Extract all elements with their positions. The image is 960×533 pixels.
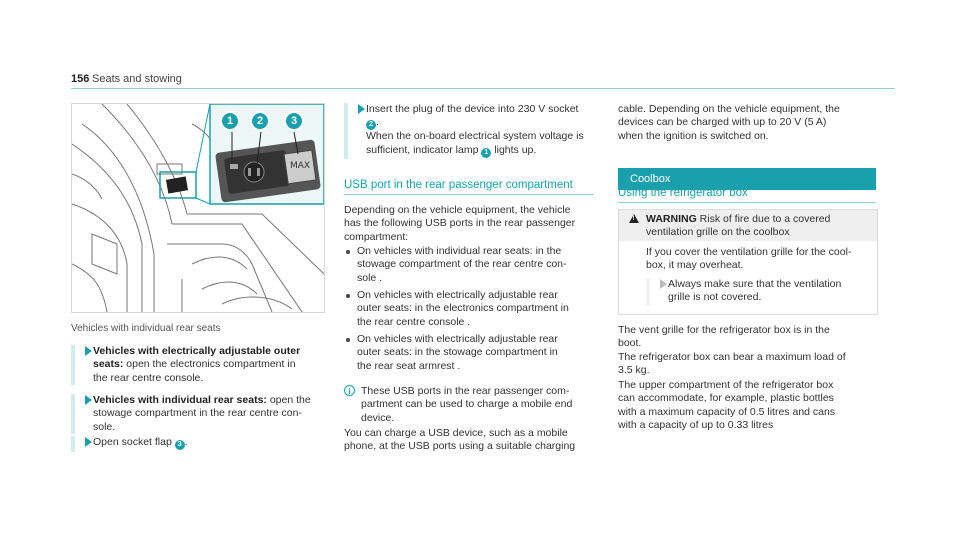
fridge-para-1 <box>618 324 880 351</box>
step-line: the rear centre console. <box>93 371 204 384</box>
text-line: On vehicles with individual rear seats: in the <box>357 245 562 257</box>
step-text: . <box>376 116 379 129</box>
callout-1: 1 <box>220 111 240 131</box>
step-insert-plug <box>344 103 616 159</box>
svg-text:MAX: MAX <box>290 161 311 171</box>
figure-rear-console <box>71 103 325 313</box>
step-line <box>93 358 325 371</box>
text-line: If you cover the ventilation grille for the cool- <box>646 246 852 258</box>
text-line: These USB ports in the rear passenger com- <box>361 385 570 397</box>
fridge-rule <box>618 202 876 203</box>
step-text: Open socket flap <box>93 436 175 448</box>
text-line: with a capacity of up to 0.33 litres <box>618 418 774 431</box>
bullet-icon <box>346 250 350 254</box>
step-arrow-icon <box>85 346 92 356</box>
text-line: the rear centre console . <box>357 315 471 328</box>
warning-body <box>646 246 871 273</box>
step-text: . <box>184 436 188 448</box>
text-line: 3.5 kg. <box>618 364 650 377</box>
step-arrow-icon <box>358 104 365 114</box>
list-item <box>344 289 597 329</box>
warning-header <box>619 210 877 241</box>
text-line: device. <box>361 411 395 424</box>
ref-circle-3: 3 <box>175 440 185 450</box>
step-line <box>93 394 325 407</box>
text-line: outer seats: in the electronics compartment in <box>357 302 569 315</box>
text-line: outer seats: in the stowage compartment in <box>357 346 558 359</box>
usb-section-rule <box>344 194 594 195</box>
warning-title <box>646 213 871 240</box>
step-arrow-icon <box>660 279 667 289</box>
warning-step <box>646 278 873 306</box>
text-line: the rear seat armrest . <box>357 359 461 372</box>
step-line: Vehicles with electrically adjustable outer <box>93 345 301 357</box>
text-line: grille is not covered. <box>668 291 762 304</box>
warning-icon <box>629 214 639 223</box>
usb-section-heading: USB port in the rear passenger compartment <box>344 179 573 191</box>
text-line: boot. <box>618 337 642 350</box>
step-text: open the <box>266 394 311 406</box>
step-line: stowage compartment in the rear centre con- <box>93 407 302 420</box>
step-text: open the electronics compartment in <box>123 358 296 371</box>
step-text: sufficient, indicator lamp <box>366 143 482 156</box>
step-line: Insert the plug of the device into 230 V socket <box>366 103 579 115</box>
fridge-para-3 <box>618 379 880 432</box>
usb-continued <box>618 103 880 143</box>
text-line: The upper compartment of the refrigerator box <box>618 379 834 391</box>
text-line: devices can be charged with up to 20 V (5 A) <box>618 116 827 129</box>
usb-intro <box>344 204 596 244</box>
text-line: compartment: <box>344 230 409 243</box>
text-line: can accommodate, for example, plastic bottles <box>618 392 834 405</box>
ref-circle-1: 1 <box>481 148 491 158</box>
step-bold-label: seats: <box>93 358 124 371</box>
warning-box <box>618 209 878 315</box>
usb-outro <box>344 427 596 454</box>
step-line <box>366 144 616 158</box>
text-line: On vehicles with electrically adjustable rear <box>357 289 558 301</box>
text-line: On vehicles with electrically adjustable rear <box>357 333 558 345</box>
text-line: The refrigerator box can bear a maximum load of <box>618 351 846 363</box>
coolbox-banner: Coolbox <box>618 168 876 190</box>
list-item <box>344 245 597 285</box>
text-line: partment can be used to charge a mobile end <box>361 398 573 411</box>
text-line: stowage compartment of the rear centre con- <box>357 258 567 271</box>
step-arrow-icon <box>85 437 92 447</box>
step-line: When the on-board electrical system voltage is <box>366 130 584 143</box>
text-line: when the ignition is switched on. <box>618 129 769 142</box>
ref-circle-2: 2 <box>366 120 376 130</box>
text-line: has the following USB ports in the rear passenger <box>344 217 576 230</box>
list-item <box>344 333 597 373</box>
usb-note <box>344 385 596 425</box>
text-line: with a maximum capacity of 0.5 litres and cans <box>618 405 836 418</box>
header-rule <box>71 88 895 89</box>
step-arrow-icon <box>85 395 92 405</box>
info-icon: i <box>344 385 355 396</box>
step-text: lights up. <box>491 143 537 156</box>
step-electronics-compartment <box>71 345 325 385</box>
text-line: Depending on the vehicle equipment, the vehicle <box>344 204 571 216</box>
step-line: sole. <box>93 420 116 433</box>
console-illustration <box>72 104 324 312</box>
warning-label: WARNING <box>646 213 697 225</box>
step-stowage-compartment <box>71 394 325 434</box>
text-line: You can charge a USB device, such as a mobile <box>344 427 568 439</box>
text-line: sole . <box>357 271 383 284</box>
step-line <box>93 436 325 450</box>
step-line <box>366 116 616 130</box>
fridge-para-2 <box>618 351 880 378</box>
callout-2: 2 <box>250 111 270 131</box>
text-line: The vent grille for the refrigerator box is in the <box>618 324 830 336</box>
text-line: ventilation grille on the coolbox <box>646 226 790 239</box>
bullet-icon <box>346 294 350 298</box>
text-line: phone, at the USB ports using a suitable charging <box>344 440 576 453</box>
warning-text: Risk of fire due to a covered <box>696 213 831 225</box>
chapter-title: Seats and stowing <box>92 73 182 85</box>
step-bold-label: Vehicles with individual rear seats: <box>93 394 267 406</box>
step-open-socket-flap <box>71 436 325 452</box>
page-number: 156 <box>71 73 90 85</box>
callout-3: 3 <box>284 111 304 131</box>
text-line: box, it may overheat. <box>646 259 744 272</box>
figure-caption: Vehicles with individual rear seats <box>71 323 221 334</box>
bullet-icon <box>346 338 350 342</box>
text-line <box>646 213 871 226</box>
text-line: cable. Depending on the vehicle equipment, the <box>618 103 840 115</box>
text-line: Always make sure that the ventilation <box>668 278 842 290</box>
fridge-heading: Using the refrigerator box <box>618 187 748 199</box>
